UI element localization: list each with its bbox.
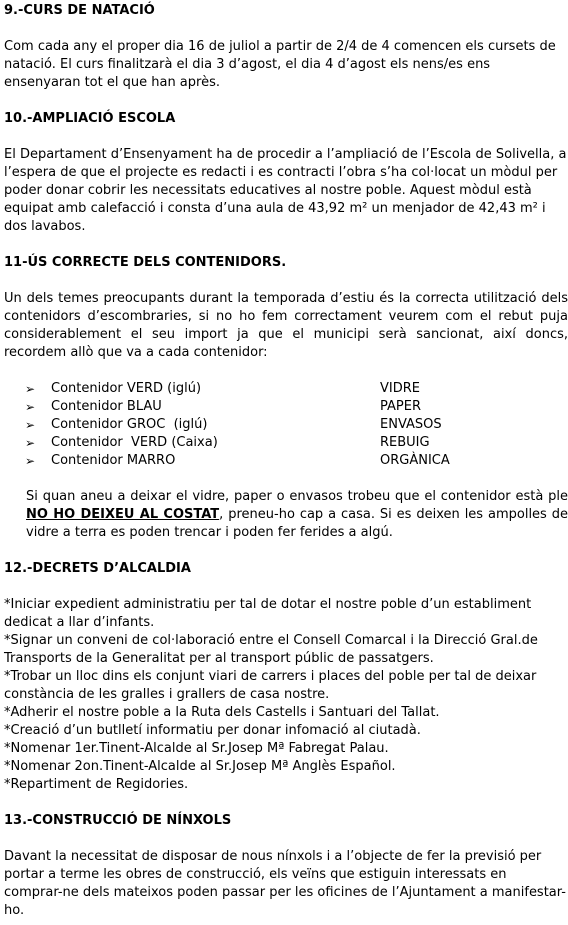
decree-item: *Trobar un lloc dins els conjunt viari de carrers i places del poble per tal de deixar constància de les gralles i grallers de casa nostre.	[4, 669, 537, 702]
note-text-after: , preneu-ho cap a casa. Si es deixen les ampolles de vidre a terra es poden trencar i poden fer ferides a algú.	[26, 507, 568, 540]
container-item	[4, 416, 568, 434]
section-13-body: Davant la necessitat de disposar de nous nínxols i a l’objecte de fer la previsió per portar a terme les obres de construcció, els veïns que estiguin interessats en comprar-ne dels mateixos poden passar per les oficines de l’Ajuntament a manifestar-ho.	[4, 849, 566, 918]
container-name: Contenidor MARRO	[51, 453, 176, 468]
decree-item: *Nomenar 2on.Tinent-Alcalde al Sr.Josep Mª Anglès Español.	[4, 759, 396, 774]
section-13-title: 13.-CONSTRUCCIÓ DE NÍNXOLS	[4, 813, 232, 828]
container-item	[4, 434, 568, 452]
container-type: ORGÀNICA	[380, 453, 450, 468]
container-item	[4, 398, 568, 416]
note-text-before: Si quan aneu a deixar el vidre, paper o envasos trobeu que el contenidor està ple	[26, 489, 568, 504]
container-type: VIDRE	[380, 381, 420, 396]
decree-item: *Iniciar expedient administratiu per tal de dotar el nostre poble d’un establiment dedicat a llar d’infants.	[4, 597, 532, 630]
decree-item: *Adherir el nostre poble a la Ruta dels Castells i Santuari del Tallat.	[4, 705, 440, 720]
container-type: REBUIG	[380, 435, 430, 450]
arrow-bullet-icon: ➢	[25, 454, 36, 468]
decree-item: *Repartiment de Regidories.	[4, 777, 189, 792]
container-type: PAPER	[380, 399, 421, 414]
section-9-title: 9.-CURS DE NATACIÓ	[4, 3, 155, 18]
container-name: Contenidor VERD (iglú)	[51, 381, 202, 396]
container-type: ENVASOS	[380, 417, 442, 432]
arrow-bullet-icon: ➢	[25, 436, 36, 450]
decree-item: *Nomenar 1er.Tinent-Alcalde al Sr.Josep Mª Fabregat Palau.	[4, 741, 389, 756]
section-10-title: 10.-AMPLIACIÓ ESCOLA	[4, 111, 176, 126]
arrow-bullet-icon: ➢	[25, 418, 36, 432]
section-12-title: 12.-DECRETS D’ALCALDIA	[4, 561, 191, 576]
decree-item: *Signar un conveni de col·laboració entre el Consell Comarcal i la Direcció Gral.de Transports de la Generalitat per al transport públic de passatgers.	[4, 633, 538, 666]
container-item	[4, 452, 568, 470]
container-name: Contenidor VERD (Caixa)	[51, 435, 218, 450]
container-name: Contenidor GROC (iglú)	[51, 417, 208, 432]
note-emphasis: NO HO DEIXEU AL COSTAT	[26, 507, 220, 522]
section-11-note	[4, 488, 568, 542]
container-item	[4, 380, 568, 398]
section-9-body: Com cada any el proper dia 16 de juliol a partir de 2/4 de 4 comencen els cursets de natació. El curs finalitzarà el dia 3 d’agost, el dia 4 d’agost els nens/es ens ensenyaran tot el que han après.	[4, 39, 556, 90]
decrees-list	[4, 596, 568, 794]
container-list	[4, 380, 568, 470]
arrow-bullet-icon: ➢	[25, 400, 36, 414]
container-name: Contenidor BLAU	[51, 399, 162, 414]
section-10-body: El Departament d’Ensenyament ha de procedir a l’ampliació de l’Escola de Solivella, a l’espera de que el projecte es redacti i es contracti l’obra s’ha col·locat un mòdul per poder donar cobrir les necessitats educatives al nostre poble. Aquest mòdul està equipat amb calefacció i consta d’una aula de 43,92 m² un menjador de 42,43 m² i dos lavabos.	[4, 147, 567, 234]
decree-item: *Creació d’un butlletí informatiu per donar infomació al ciutadà.	[4, 723, 421, 738]
arrow-bullet-icon: ➢	[25, 382, 36, 396]
section-11-title: 11-ÚS CORRECTE DELS CONTENIDORS.	[4, 255, 287, 270]
document-page	[4, 2, 568, 920]
section-11-body: Un dels temes preocupants durant la temporada d’estiu és la correcta utilització dels contenidors d’escombraries, si no ho fem correctament veurem com el rebut puja considerablement el seu import ja que el municipi serà sancionat, així doncs, recordem allò que va a cada contenidor:	[4, 291, 568, 360]
